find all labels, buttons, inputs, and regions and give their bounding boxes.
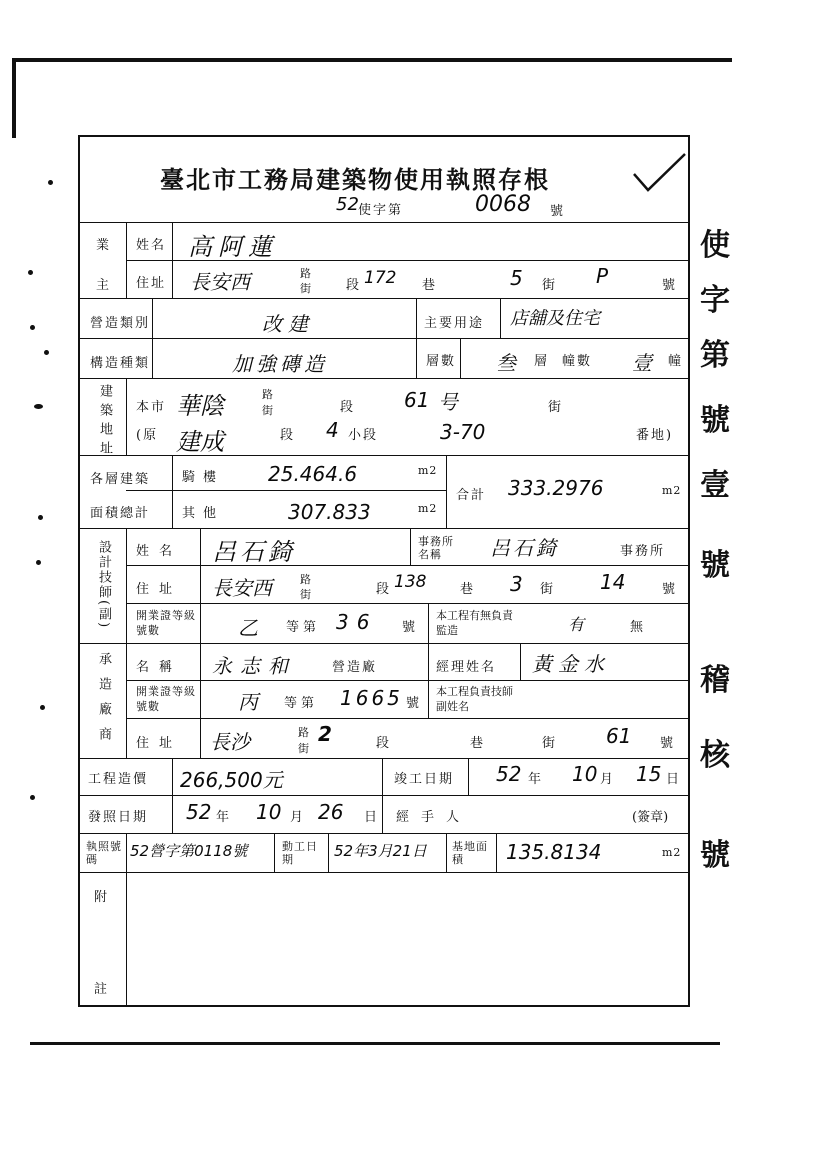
supervise-no: 無 [630,620,646,635]
scan-speck [36,560,41,565]
floors-label: 層數 [426,354,457,369]
rule [78,298,690,299]
blocks-label: 幢數 [562,354,593,369]
designer-deng-label: 等第 [286,620,321,635]
rule [274,833,275,872]
site-address-label: 建築地址 [97,384,112,460]
scan-speck [48,180,53,185]
rule [500,298,501,338]
margin-stamp-char: 號 [700,838,730,873]
site-number-mark: 号 [438,390,458,414]
contractor-jie2-label: 街 [542,736,558,751]
margin-stamp-char: 壹 [700,468,730,503]
rule [428,643,429,718]
notes-label-top: 附 [94,890,110,905]
completion-month: 10 [572,762,598,786]
owner-jie2-label: 街 [542,278,558,293]
site-street-value: 華陰 [176,392,224,420]
issue-yue: 月 [290,810,306,825]
manager-value: 黃金水 [532,652,610,676]
designer-xiang-value: 3 [510,572,523,596]
permit-number-label: 執照號碼 [86,840,122,866]
owner-section-label: 業 [96,238,112,253]
contractor-firm-label: 營造廠 [332,660,378,675]
signature-label: (簽章) [632,810,669,825]
margin-stamp-char: 號 [700,403,730,438]
site-road-label: 路 [262,388,274,401]
designer-duan-value: 138 [394,572,427,592]
contractor-grade-value: 丙 [238,690,258,714]
checkmark-icon [630,150,690,195]
designer-license-label: 開業證等級號數 [136,609,196,637]
rule [126,643,127,758]
issue-day: 26 [318,800,344,824]
site-lot-label: 番地) [636,428,674,443]
margin-stamp-char: 第 [700,338,730,373]
rule [78,795,690,796]
margin-stamp-char: 使 [700,228,730,263]
site-orig-label: (原 [136,428,159,443]
rule [78,758,690,759]
designer-address-label: 住址 [136,582,183,597]
rule [78,528,690,529]
margin-stamp-char: 字 [700,283,730,318]
scan-left-edge [12,58,16,138]
designer-office-label: 事務所名稱 [418,535,454,561]
structure-type-label: 構造種類 [90,356,151,371]
scan-speck [28,270,33,275]
site-city-label: 本市 [136,400,167,415]
scan-speck [30,795,35,800]
start-date-value: 52年3月21日 [334,842,427,860]
contractor-jie2-value: 61 [606,724,632,748]
designer-jie2-label: 街 [540,582,556,597]
permit-prefix: 52 [336,194,359,215]
contractor-duan-label: 段 [376,736,392,751]
construction-type-value: 改建 [262,312,314,336]
owner-jie2-value: P [596,264,609,288]
designer-section-label: 設計技師(副) [96,540,111,630]
contractor-address-street: 長沙 [210,730,250,754]
site-orig-value: 建成 [176,428,224,456]
owner-name-label: 姓名 [136,238,167,253]
start-date-label: 動工日期 [282,840,318,866]
designer-jie2-value: 14 [600,570,626,594]
designer-address-street: 長安西 [212,576,272,600]
cost-value: 266,500元 [180,768,283,792]
contractor-name-value: 永志和 [212,654,296,678]
contractor-xiang-label: 巷 [470,736,486,751]
designer-name-value: 呂石錡 [212,538,296,566]
total-area-value: 333.2976 [508,476,604,500]
designer-name-label: 姓名 [136,544,183,559]
rule [446,455,447,528]
rule [200,643,201,758]
rule [126,603,690,604]
site-subsection-label: 小段 [348,428,379,443]
rule [416,298,417,378]
completion-year: 52 [496,762,522,786]
contractor-road-number: 2 [318,722,332,746]
contractor-hao-label: 號 [406,696,422,711]
contractor-name-label: 名稱 [136,660,183,675]
completion-day: 15 [636,762,662,786]
blocks-unit: 幢 [668,354,684,369]
issue-date-label: 發照日期 [88,810,149,825]
total-area-unit: m2 [662,484,682,497]
completion-yue: 月 [600,772,616,787]
rule [78,338,690,339]
supervise-label: 本工程有無負責監造 [436,609,513,637]
supervise-yes: 有 [568,615,585,634]
rule [126,680,690,681]
site-lot-value: 3-70 [440,420,486,444]
designer-hao2-label: 號 [402,620,418,635]
owner-hao-label: 號 [662,278,678,293]
engineer-label: 本工程負責技師副姓名 [436,685,513,713]
rule [460,338,461,378]
rule [126,222,127,298]
rule [172,222,173,298]
rule [428,603,429,643]
arcade-unit: m2 [418,464,438,477]
contractor-section-label: 承造廠商 [96,652,111,752]
designer-duan-label: 段 [376,582,392,597]
designer-xiang-label: 巷 [460,582,476,597]
issue-year: 52 [186,800,212,824]
margin-stamp-char: 稽 [700,663,730,698]
contractor-hao2-label: 號 [660,736,676,751]
rule [126,718,690,719]
site-subsection-value: 4 [326,418,339,442]
rule [78,378,690,379]
contractor-address-label: 住址 [136,736,183,751]
scan-speck [38,515,43,520]
owner-section-label: 主 [96,278,112,293]
cost-label: 工程造價 [88,772,149,787]
site-orig-duan-label: 段 [280,428,296,443]
rule [78,872,690,873]
handler-label: 經手人 [396,810,472,825]
construction-type-label: 營造類別 [90,316,151,331]
designer-license-number: 36 [336,610,378,634]
contractor-deng-label: 等第 [284,696,319,711]
permit-number: 0068 [475,192,531,217]
owner-duan-label: 段 [346,278,362,293]
rule [328,833,329,872]
rule [126,378,127,455]
rule [172,758,173,833]
rule [78,833,690,834]
notes-area [130,876,686,1002]
other-area-label: 其他 [182,506,225,521]
floors-value: 叁 [496,351,516,375]
rule [78,455,690,456]
owner-address-street: 長安西 [190,270,250,294]
issue-month: 10 [256,800,282,824]
contractor-license-number: 1665 [340,686,403,710]
scan-top-edge [12,58,732,62]
rule [152,298,153,378]
owner-xiang-label: 巷 [422,278,438,293]
rule [520,643,521,680]
total-area-label: 合計 [456,488,487,503]
other-area-value: 307.833 [288,500,371,524]
site-number-value: 61 [404,388,430,412]
rule [78,222,690,223]
permit-number-value: 52營字第0118號 [130,842,248,860]
contractor-license-label: 開業證等級號數 [136,685,196,713]
rule [172,455,173,528]
owner-address-label: 住址 [136,276,167,291]
site-jie-label: 街 [262,404,274,417]
rule [468,758,469,795]
owner-xiang-value: 5 [510,266,523,290]
floors-unit: 層 [534,354,550,369]
rule [496,833,497,872]
scan-speck [40,705,45,710]
notes-label-bottom: 註 [94,982,110,997]
contractor-jie-label: 街 [298,742,310,755]
rule [200,528,201,643]
rule [382,758,383,833]
scan-speck [30,325,35,330]
margin-stamp-char: 號 [700,548,730,583]
rule [410,528,411,565]
structure-type-value: 加強磚造 [232,352,328,376]
designer-road-label: 路 [300,573,312,586]
designer-hao-label: 號 [662,582,678,597]
manager-label: 經理姓名 [436,660,497,675]
designer-office-suffix: 事務所 [620,544,666,559]
form-title: 臺北市工務局建築物使用執照存根 [160,165,550,194]
owner-duan-value: 172 [364,268,397,288]
site-jie2-label: 街 [548,400,564,415]
owner-jie-label: 街 [300,282,312,295]
land-area-label: 基地面積 [452,840,488,866]
designer-grade-value: 乙 [238,616,258,640]
rule [126,565,690,566]
rule [126,833,127,1005]
blocks-value: 壹 [632,351,652,375]
land-area-unit: m2 [662,846,682,859]
main-use-label: 主要用途 [424,316,485,331]
scan-speck [34,404,43,409]
main-use-value: 店舖及住宅 [510,308,600,329]
rule [446,833,447,872]
rule [126,490,446,491]
designer-jie-label: 街 [300,588,312,601]
land-area-value: 135.8134 [506,840,602,864]
owner-name-value: 高阿蓮 [188,233,278,261]
rule [126,528,127,643]
issue-ri: 日 [364,810,380,825]
site-duan-label: 段 [340,400,356,415]
permit-label: 使字第 [358,203,404,218]
scan-bottom-edge [30,1042,720,1045]
completion-ri: 日 [666,772,682,787]
completion-date-label: 竣工日期 [394,772,455,787]
area-label: 各層建築 [90,472,151,487]
area-label: 面積總計 [90,506,151,521]
rule [78,643,690,644]
owner-road-label: 路 [300,267,312,280]
completion-nian: 年 [528,772,544,787]
other-area-unit: m2 [418,502,438,515]
arcade-area-value: 25.464.6 [268,462,358,486]
contractor-road-label: 路 [298,726,310,739]
arcade-label: 騎樓 [182,470,225,485]
designer-office-value: 呂石錡 [490,536,559,560]
issue-nian: 年 [216,810,232,825]
margin-stamp-char: 核 [700,738,730,773]
permit-suffix: 號 [550,204,566,219]
scan-speck [44,350,49,355]
